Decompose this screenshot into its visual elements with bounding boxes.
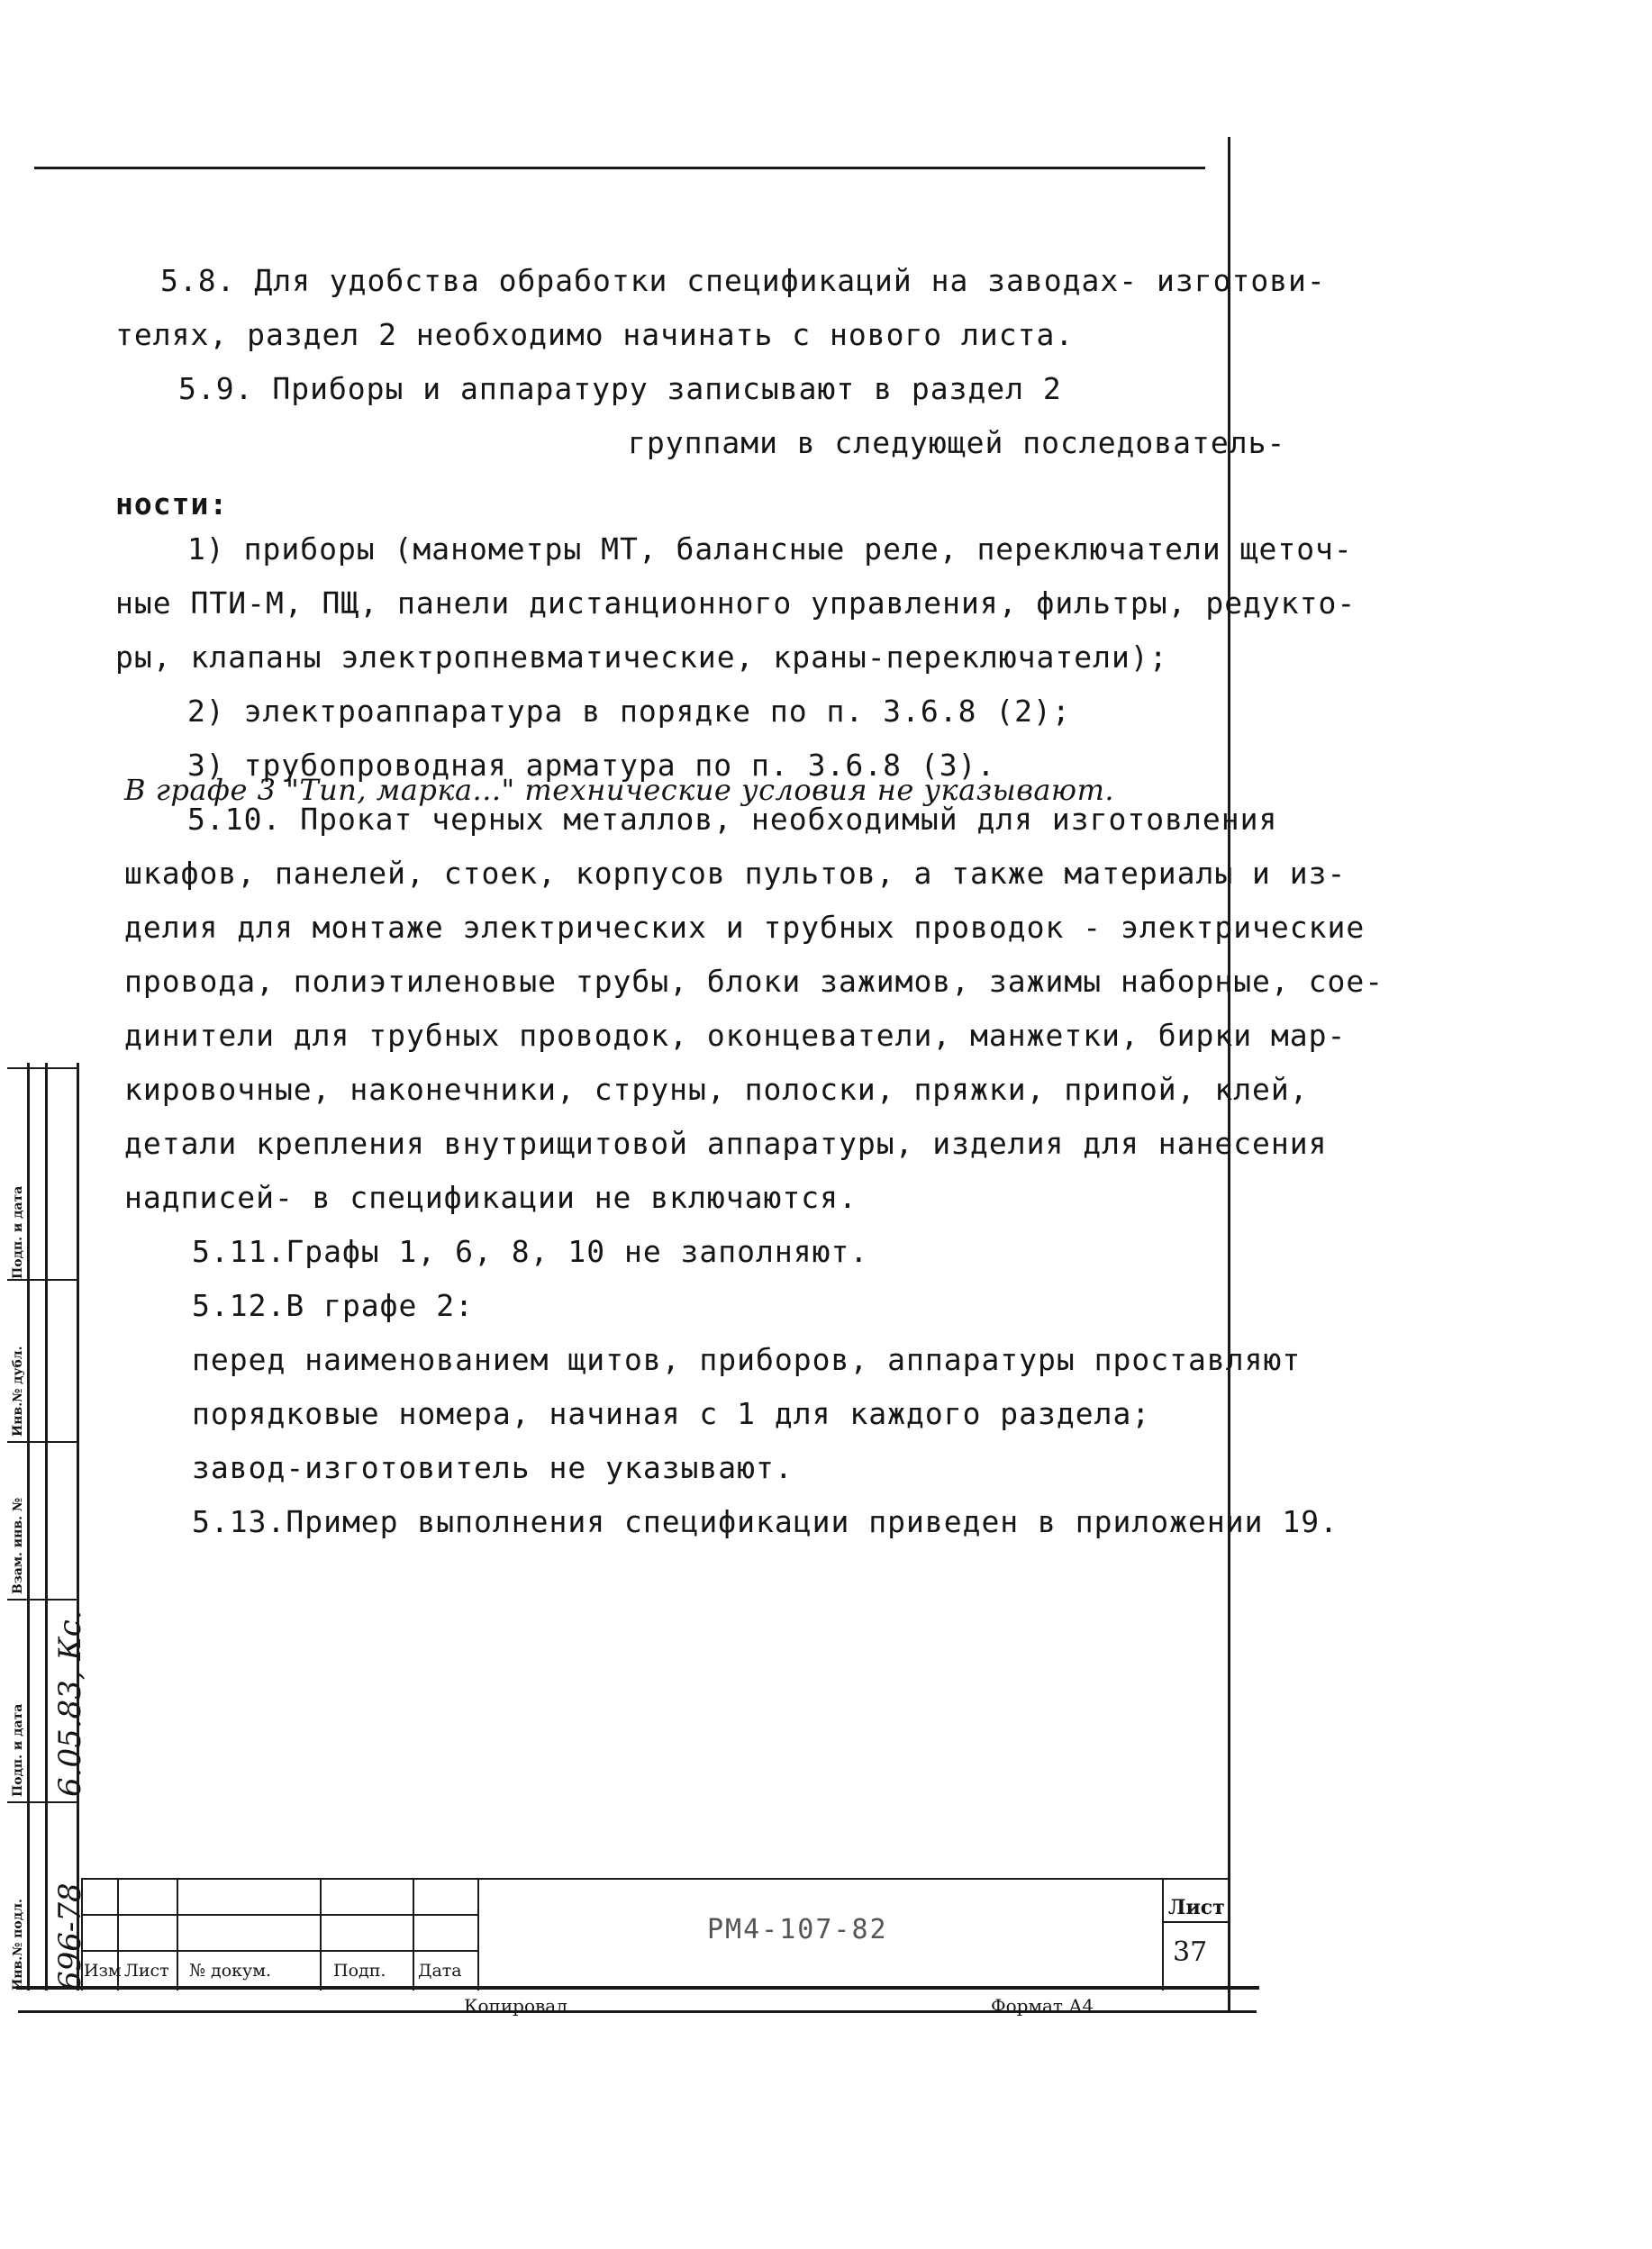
- stamp-col-line: [477, 1878, 479, 1991]
- paragraph-line: телях, раздел 2 необходимо начинать с нового листа.: [115, 317, 1075, 352]
- paragraph-line: ры, клапаны электропневматические, краны-переключатели);: [115, 639, 1168, 675]
- paragraph-line: 1) приборы (манометры МТ, балансные реле, переключатели щеточ-: [187, 531, 1353, 567]
- frame-bottom-line: [16, 1986, 1259, 1990]
- paragraph-line: детали крепления внутрищитовой аппаратуры, изделия для нанесения: [124, 1126, 1328, 1161]
- paragraph-line: 3) трубопроводная арматура по п. 3.6.8 (3).: [187, 748, 996, 783]
- stamp-col-doc: № докум.: [189, 1961, 272, 1981]
- sidebar-vzam-inv: Взам. инв. №: [11, 1497, 25, 1594]
- stamp-top-line: [81, 1878, 1230, 1880]
- sidebar-podp-data2: Подп. и дата: [11, 1185, 25, 1279]
- paragraph-line: шкафов, панелей, стоек, корпусов пультов, а также материалы и из-: [124, 856, 1347, 891]
- stamp-row-line: [1162, 1921, 1230, 1923]
- stamp-col-line: [177, 1878, 178, 1991]
- paragraph-line: перед наименованием щитов, приборов, аппаратуры проставляют: [192, 1342, 1302, 1377]
- paragraph-line: порядковые номера, начиная с 1 для каждого раздела;: [192, 1396, 1151, 1431]
- sidebar-podp-data: Подп. и дата: [11, 1703, 25, 1797]
- frame-top-line: [34, 167, 1205, 169]
- paragraph-line: 2) электроаппаратура в порядке по п. 3.6.8 (2);: [187, 694, 1071, 729]
- handwritten-note: В графе 3 "Тип, марка..." технические условия не указывают.: [124, 773, 1115, 807]
- paragraph-line: 5.8. Для удобства обработки спецификаций на заводах- изготови-: [160, 263, 1326, 298]
- sidebar-inv-podl: Инв.№ подл.: [11, 1899, 25, 1991]
- sidebar-handwritten-inv: 696-78: [52, 1882, 88, 1991]
- paragraph-line: 5.11.Графы 1, 6, 8, 10 не заполняют.: [192, 1234, 869, 1269]
- footer-copied: Копировал: [464, 1995, 567, 2017]
- paragraph-line: динители для трубных проводок, оконцеватели, манжетки, бирки мар-: [124, 1018, 1347, 1053]
- sheet-number: 37: [1173, 1936, 1208, 1968]
- paragraph-line: 5.9. Приборы и аппаратуру записывают в раздел 2: [178, 371, 1062, 406]
- document-code: РМ4-107-82: [707, 1914, 888, 1945]
- paragraph-line: надписей- в спецификации не включаются.: [124, 1180, 858, 1215]
- stamp-col-sign: Подп.: [333, 1961, 386, 1981]
- paragraph-line: 5.12.В графе 2:: [192, 1288, 475, 1323]
- sidebar-handwritten-date: 6.05.83, Кс.: [52, 1610, 88, 1797]
- paragraph-line: группами в следующей последователь-: [628, 425, 1286, 460]
- paragraph-line: делия для монтаже электрических и трубных проводок - электрические: [124, 910, 1366, 945]
- paragraph-line: завод-изготовитель не указывают.: [192, 1450, 794, 1485]
- stamp-row-line: [81, 1950, 477, 1952]
- stamp-row-line: [81, 1914, 477, 1916]
- paragraph-line: ные ПТИ-М, ПЩ, панели дистанционного управления, фильтры, редукто-: [115, 585, 1357, 621]
- sidebar-inv-dubl: Инв.№ дубл.: [11, 1346, 25, 1437]
- paragraph-line: 5.13.Пример выполнения спецификации приведен в приложении 19.: [192, 1504, 1339, 1539]
- stamp-col-line: [413, 1878, 414, 1991]
- stamp-col-line: [1162, 1878, 1164, 1991]
- stamp-col-izm: Изм: [84, 1961, 122, 1981]
- footer-format: Формат А4: [991, 1995, 1094, 2017]
- paragraph-line: ности:: [115, 486, 229, 521]
- stamp-col-line: [320, 1878, 322, 1991]
- paragraph-line: провода, полиэтиленовые трубы, блоки зажимов, зажимы наборные, сое-: [124, 964, 1384, 999]
- paragraph-line: кировочные, наконечники, струны, полоски, пряжки, припой, клей,: [124, 1072, 1309, 1107]
- stamp-col-list: Лист: [124, 1961, 169, 1981]
- sheet-label: Лист: [1168, 1896, 1225, 1919]
- paragraph-line: 5.10. Прокат черных металлов, необходимый для изготовления: [187, 802, 1278, 837]
- stamp-col-date: Дата: [418, 1961, 462, 1981]
